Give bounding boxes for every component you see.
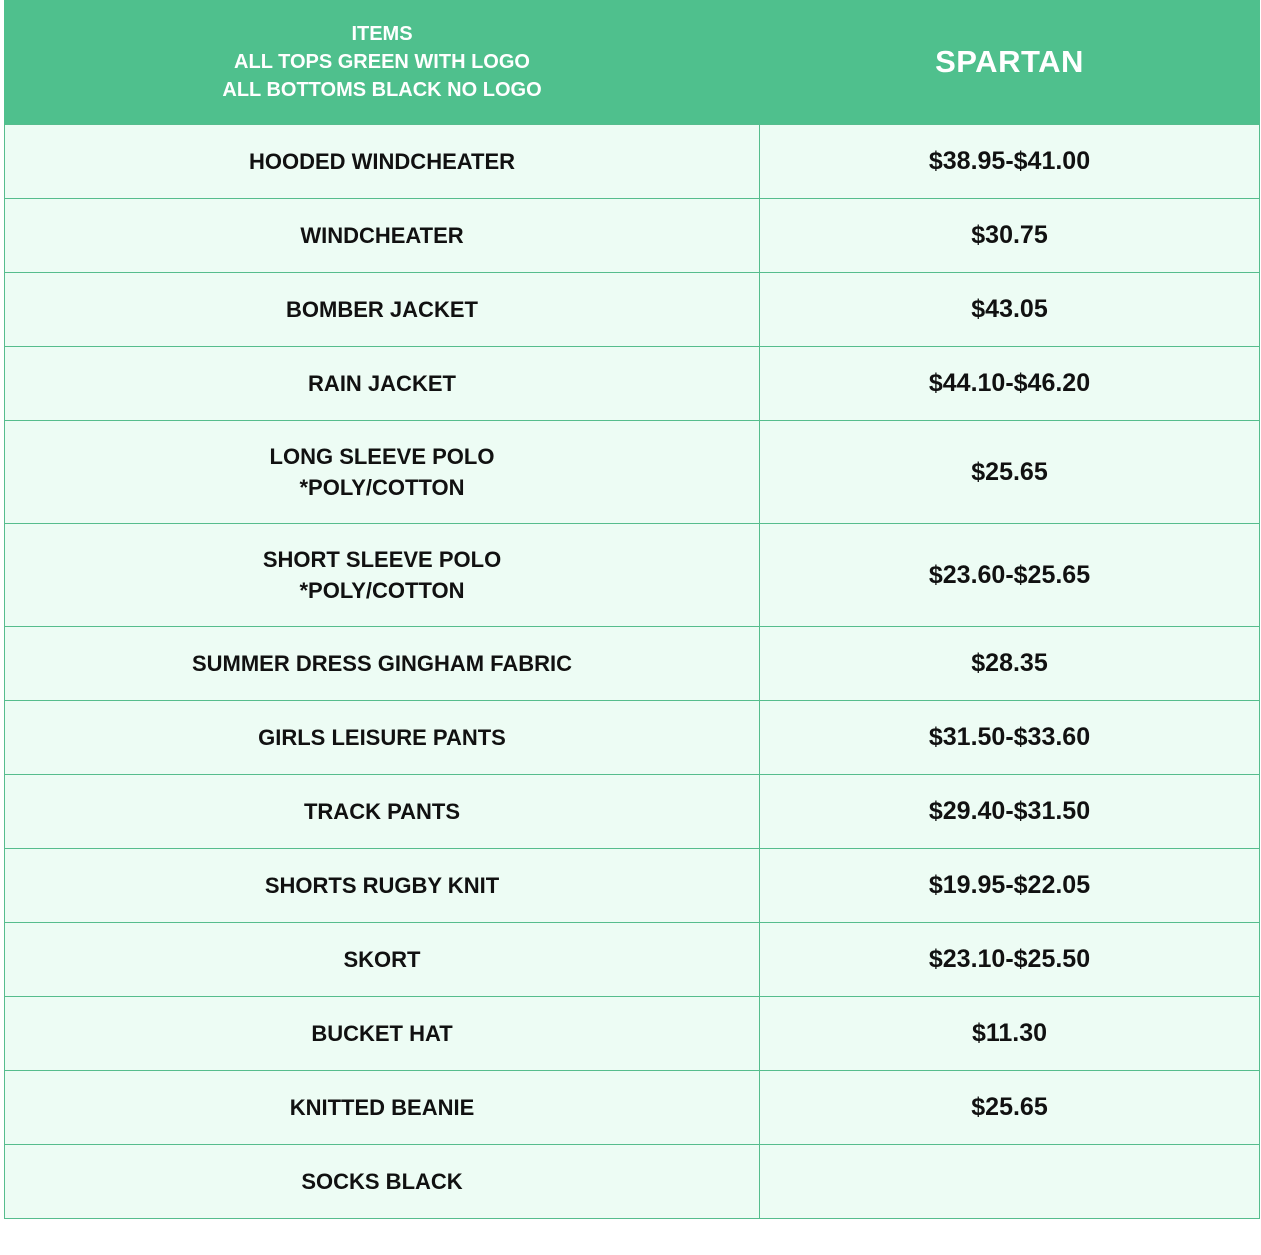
price-cell: $28.35 (760, 627, 1260, 701)
table-row (5, 923, 1260, 997)
table-row (5, 1145, 1260, 1219)
price-cell: $19.95-$22.05 (760, 849, 1260, 923)
table-row (5, 627, 1260, 701)
item-name-line: BUCKET HAT (311, 1021, 453, 1046)
table-row (5, 997, 1260, 1071)
item-name-cell (5, 1145, 760, 1219)
items-column-header (5, 0, 760, 125)
item-name-cell (5, 421, 760, 524)
item-name-line: SUMMER DRESS GINGHAM FABRIC (191, 651, 573, 676)
price-cell: $38.95-$41.00 (760, 125, 1260, 199)
table-row (5, 125, 1260, 199)
item-name-line: LONG SLEEVE POLO (269, 444, 495, 469)
price-cell: $44.10-$46.20 (760, 347, 1260, 421)
table-row (5, 701, 1260, 775)
item-name-cell (5, 1071, 760, 1145)
items-header-line: ITEMS (351, 23, 413, 45)
item-name-line: TRACK PANTS (303, 799, 461, 824)
table-row (5, 421, 1260, 524)
item-name-line: *POLY/COTTON (299, 578, 465, 603)
price-cell: $29.40-$31.50 (760, 775, 1260, 849)
price-cell: $23.10-$25.50 (760, 923, 1260, 997)
table-row (5, 273, 1260, 347)
table-row (5, 199, 1260, 273)
header-row (5, 0, 1260, 125)
table-row (5, 775, 1260, 849)
price-cell: $23.60-$25.65 (760, 524, 1260, 627)
table-body (5, 125, 1260, 1219)
item-name-line: SHORTS RUGBY KNIT (264, 873, 500, 898)
item-name-cell (5, 273, 760, 347)
table-row (5, 1071, 1260, 1145)
item-name-cell (5, 775, 760, 849)
item-name-line: HOODED WINDCHEATER (248, 149, 516, 174)
item-name-line: SOCKS BLACK (301, 1169, 463, 1194)
price-cell: $25.65 (760, 1071, 1260, 1145)
uniform-price-table (4, 0, 1260, 1219)
item-name-line: BOMBER JACKET (286, 297, 478, 322)
item-name-cell (5, 347, 760, 421)
item-name-line: RAIN JACKET (308, 371, 456, 396)
item-name-cell (5, 125, 760, 199)
item-name-cell (5, 199, 760, 273)
item-name-cell (5, 524, 760, 627)
item-name-line: *POLY/COTTON (299, 475, 465, 500)
price-cell: $43.05 (760, 273, 1260, 347)
table-row (5, 849, 1260, 923)
price-cell: $25.65 (760, 421, 1260, 524)
item-name-cell (5, 701, 760, 775)
price-cell (760, 1145, 1260, 1219)
item-name-cell (5, 849, 760, 923)
price-cell: $31.50-$33.60 (760, 701, 1260, 775)
item-name-line: WINDCHEATER (300, 223, 464, 248)
price-cell: $30.75 (760, 199, 1260, 273)
item-name-line: SHORT SLEEVE POLO (262, 547, 502, 572)
item-name-cell (5, 627, 760, 701)
items-header-line: ALL TOPS GREEN WITH LOGO (234, 51, 530, 73)
items-header-line: ALL BOTTOMS BLACK NO LOGO (222, 79, 542, 101)
item-name-cell (5, 997, 760, 1071)
item-name-line: SKORT (343, 947, 421, 972)
item-name-line: GIRLS LEISURE PANTS (258, 725, 506, 750)
item-name-line: KNITTED BEANIE (289, 1095, 475, 1120)
brand-column-header: SPARTAN (760, 0, 1260, 125)
item-name-cell (5, 923, 760, 997)
price-cell: $11.30 (760, 997, 1260, 1071)
table-row (5, 347, 1260, 421)
table-row (5, 524, 1260, 627)
